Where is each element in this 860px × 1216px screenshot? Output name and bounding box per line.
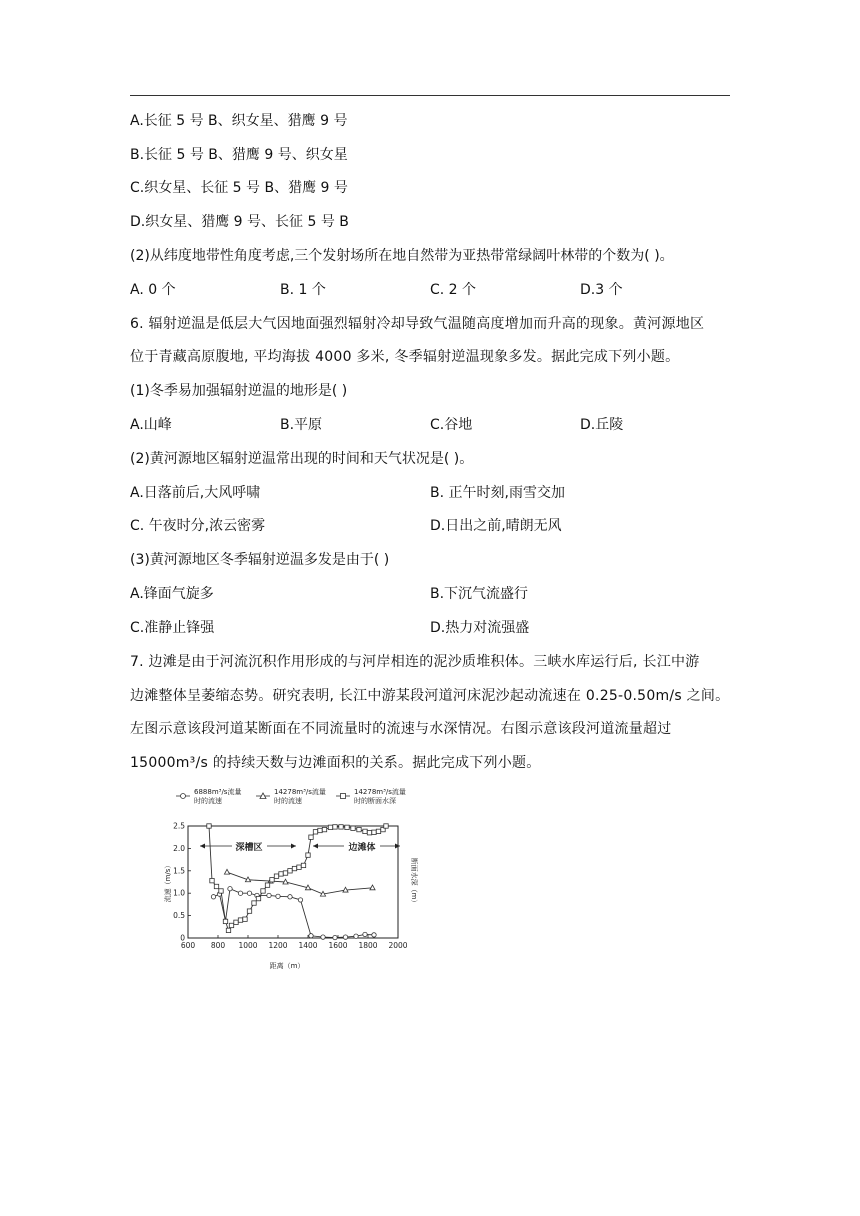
legend-1-line1: 6888m³/s流量	[194, 788, 242, 796]
q6-2-option-d: D.日出之前,晴朗无风	[430, 518, 562, 534]
x-tick-label: 2000	[388, 941, 408, 950]
q7-line-1: 7. 边滩是由于河流沉积作用形成的与河岸相连的泥沙质堆积体。三峡水库运行后, 长江中游	[130, 654, 700, 670]
data-point	[214, 884, 218, 888]
legend-3-line2: 时的断面水深	[354, 797, 396, 805]
x-tick-label: 1200	[268, 941, 288, 950]
data-point	[288, 895, 292, 899]
q5-2-option-b: B. 1 个	[280, 282, 326, 298]
data-point	[238, 918, 242, 922]
velocity-depth-chart	[160, 784, 420, 974]
q5-choice-d: D.织女星、猎鹰 9 号、长征 5 号 B	[130, 214, 349, 230]
data-point	[318, 828, 322, 832]
series-line	[214, 889, 375, 938]
data-point	[243, 917, 247, 921]
q6-intro-line1: 6. 辐射逆温是低层大气因地面强烈辐射冷却导致气温随高度增加而升高的现象。黄河源地区	[130, 316, 705, 332]
y-tick-label: 2.5	[173, 821, 185, 831]
y-tick-label: 2.0	[173, 843, 185, 853]
header-rule	[130, 95, 730, 96]
q5-choice-c: C.织女星、长征 5 号 B、猎鹰 9 号	[130, 180, 348, 196]
q5-choice-b: B.长征 5 号 B、猎鹰 9 号、织女星	[130, 147, 348, 163]
q6-3-option-b: B.下沉气流盛行	[430, 586, 529, 602]
q6-2-stem: (2)黄河源地区辐射逆温常出现的时间和天气状况是( )。	[130, 451, 474, 467]
legend-2-line2: 时的流速	[274, 797, 302, 805]
x-axis-title: 距离（m）	[269, 962, 305, 970]
x-tick-label: 1000	[238, 941, 258, 950]
chart-legend	[176, 787, 406, 805]
data-point	[288, 869, 292, 873]
q6-3-stem: (3)黄河源地区冬季辐射逆温多发是由于( )	[130, 552, 390, 568]
region-label-deep-channel: 深槽区	[235, 843, 263, 853]
data-point	[267, 893, 271, 897]
data-point	[354, 934, 358, 938]
x-tick-label: 1800	[358, 941, 378, 950]
data-point	[247, 891, 251, 895]
q7-line-3: 左图示意该段河道某断面在不同流量时的流速与水深情况。右图示意该段河道流量超过	[130, 721, 672, 737]
data-point	[372, 830, 376, 834]
data-point	[223, 919, 227, 923]
x-tick-label: 800	[210, 941, 226, 950]
y-axis-left-title: 流速（m/s）	[164, 861, 172, 903]
data-point	[343, 935, 347, 939]
y-axis-right-title: 断面水深（m）	[410, 857, 418, 907]
data-point	[345, 825, 349, 829]
data-point	[283, 871, 287, 875]
q6-3-option-d: D.热力对流强盛	[430, 620, 530, 636]
data-point	[363, 829, 367, 833]
data-point	[279, 872, 283, 876]
data-point	[292, 866, 296, 870]
data-point	[210, 878, 214, 882]
q6-1-option-d: D.丘陵	[580, 417, 624, 433]
legend-1-line2: 时的流速	[194, 797, 222, 805]
data-point	[247, 909, 251, 913]
q6-3-option-a: A.锋面气旋多	[130, 586, 214, 602]
data-point	[306, 853, 310, 857]
q6-2-option-c: C. 午夜时分,浓云密雾	[130, 518, 266, 534]
data-point	[339, 825, 343, 829]
data-point	[313, 830, 317, 834]
data-point	[370, 885, 375, 890]
data-point	[265, 883, 269, 887]
data-point	[252, 901, 256, 905]
q7-line-4: 15000m³/s 的持续天数与边滩面积的关系。据此完成下列小题。	[130, 755, 541, 771]
q6-1-stem: (1)冬季易加强辐射逆温的地形是( )	[130, 383, 348, 399]
data-point	[333, 935, 337, 939]
data-point	[211, 895, 215, 899]
data-point	[234, 920, 238, 924]
q6-3-option-c: C.准静止锋强	[130, 620, 215, 636]
q6-2-option-a: A.日落前后,大风呼啸	[130, 485, 261, 501]
data-point	[224, 869, 229, 874]
legend-3-line1: 14278m³/s流量	[354, 788, 406, 796]
series-line	[209, 826, 386, 930]
q6-2-option-b: B. 正午时刻,雨雪交加	[430, 485, 565, 501]
data-point	[261, 889, 265, 893]
data-point	[298, 898, 302, 902]
y-tick-label: 1.5	[173, 866, 185, 876]
data-point	[219, 889, 223, 893]
data-point	[229, 923, 233, 927]
q5-2-option-c: C. 2 个	[430, 282, 477, 298]
y-tick-label: 0.5	[173, 911, 185, 921]
data-point	[256, 896, 260, 900]
data-point	[228, 887, 232, 891]
q6-1-option-a: A.山峰	[130, 417, 172, 433]
data-point	[367, 831, 371, 835]
data-point	[270, 878, 274, 882]
data-point	[328, 825, 332, 829]
q5-2-option-a: A. 0 个	[130, 282, 176, 298]
region-label-bar-body: 边滩体	[348, 843, 376, 853]
data-point	[357, 827, 361, 831]
legend-2-line1: 14278m³/s流量	[274, 788, 326, 796]
data-point	[376, 829, 380, 833]
data-point	[207, 824, 211, 828]
data-point	[363, 932, 367, 936]
series-triangle	[224, 869, 375, 896]
x-tick-label: 1400	[298, 941, 318, 950]
q7-line-2: 边滩整体呈萎缩态势。研究表明, 长江中游某段河道河床泥沙起动流速在 0.25-0.50m/s 之间。	[130, 688, 730, 704]
data-point	[309, 934, 313, 938]
data-point	[301, 863, 305, 867]
q6-intro-line2: 位于青藏高原腹地, 平均海拔 4000 多米, 冬季辐射逆温现象多发。据此完成下列小题。	[130, 349, 680, 365]
y-tick-label: 0	[180, 933, 185, 943]
data-point	[351, 826, 355, 830]
legend-square-marker	[341, 794, 346, 799]
data-point	[274, 874, 278, 878]
x-tick-label: 600	[180, 941, 196, 950]
region-annotations	[200, 841, 400, 853]
q5-2-stem: (2)从纬度地带性角度考虑,三个发射场所在地自然带为亚热带常绿阔叶林带的个数为( )。	[130, 248, 674, 264]
x-tick-label: 1600	[328, 941, 348, 950]
q5-2-option-d: D.3 个	[580, 282, 623, 298]
data-point	[322, 827, 326, 831]
data-point	[238, 891, 242, 895]
data-point	[372, 933, 376, 937]
series-square	[207, 824, 388, 933]
q5-choice-a: A.长征 5 号 B、织女星、猎鹰 9 号	[130, 113, 348, 129]
data-point	[384, 824, 388, 828]
q6-1-option-c: C.谷地	[430, 417, 473, 433]
data-point	[309, 835, 313, 839]
y-tick-label: 1.0	[173, 888, 185, 898]
legend-circle-marker	[181, 794, 186, 799]
series-circle	[211, 887, 376, 940]
data-point	[333, 825, 337, 829]
data-point	[297, 865, 301, 869]
q6-1-option-b: B.平原	[280, 417, 323, 433]
data-point	[276, 894, 280, 898]
data-point	[321, 935, 325, 939]
data-point	[226, 928, 230, 932]
